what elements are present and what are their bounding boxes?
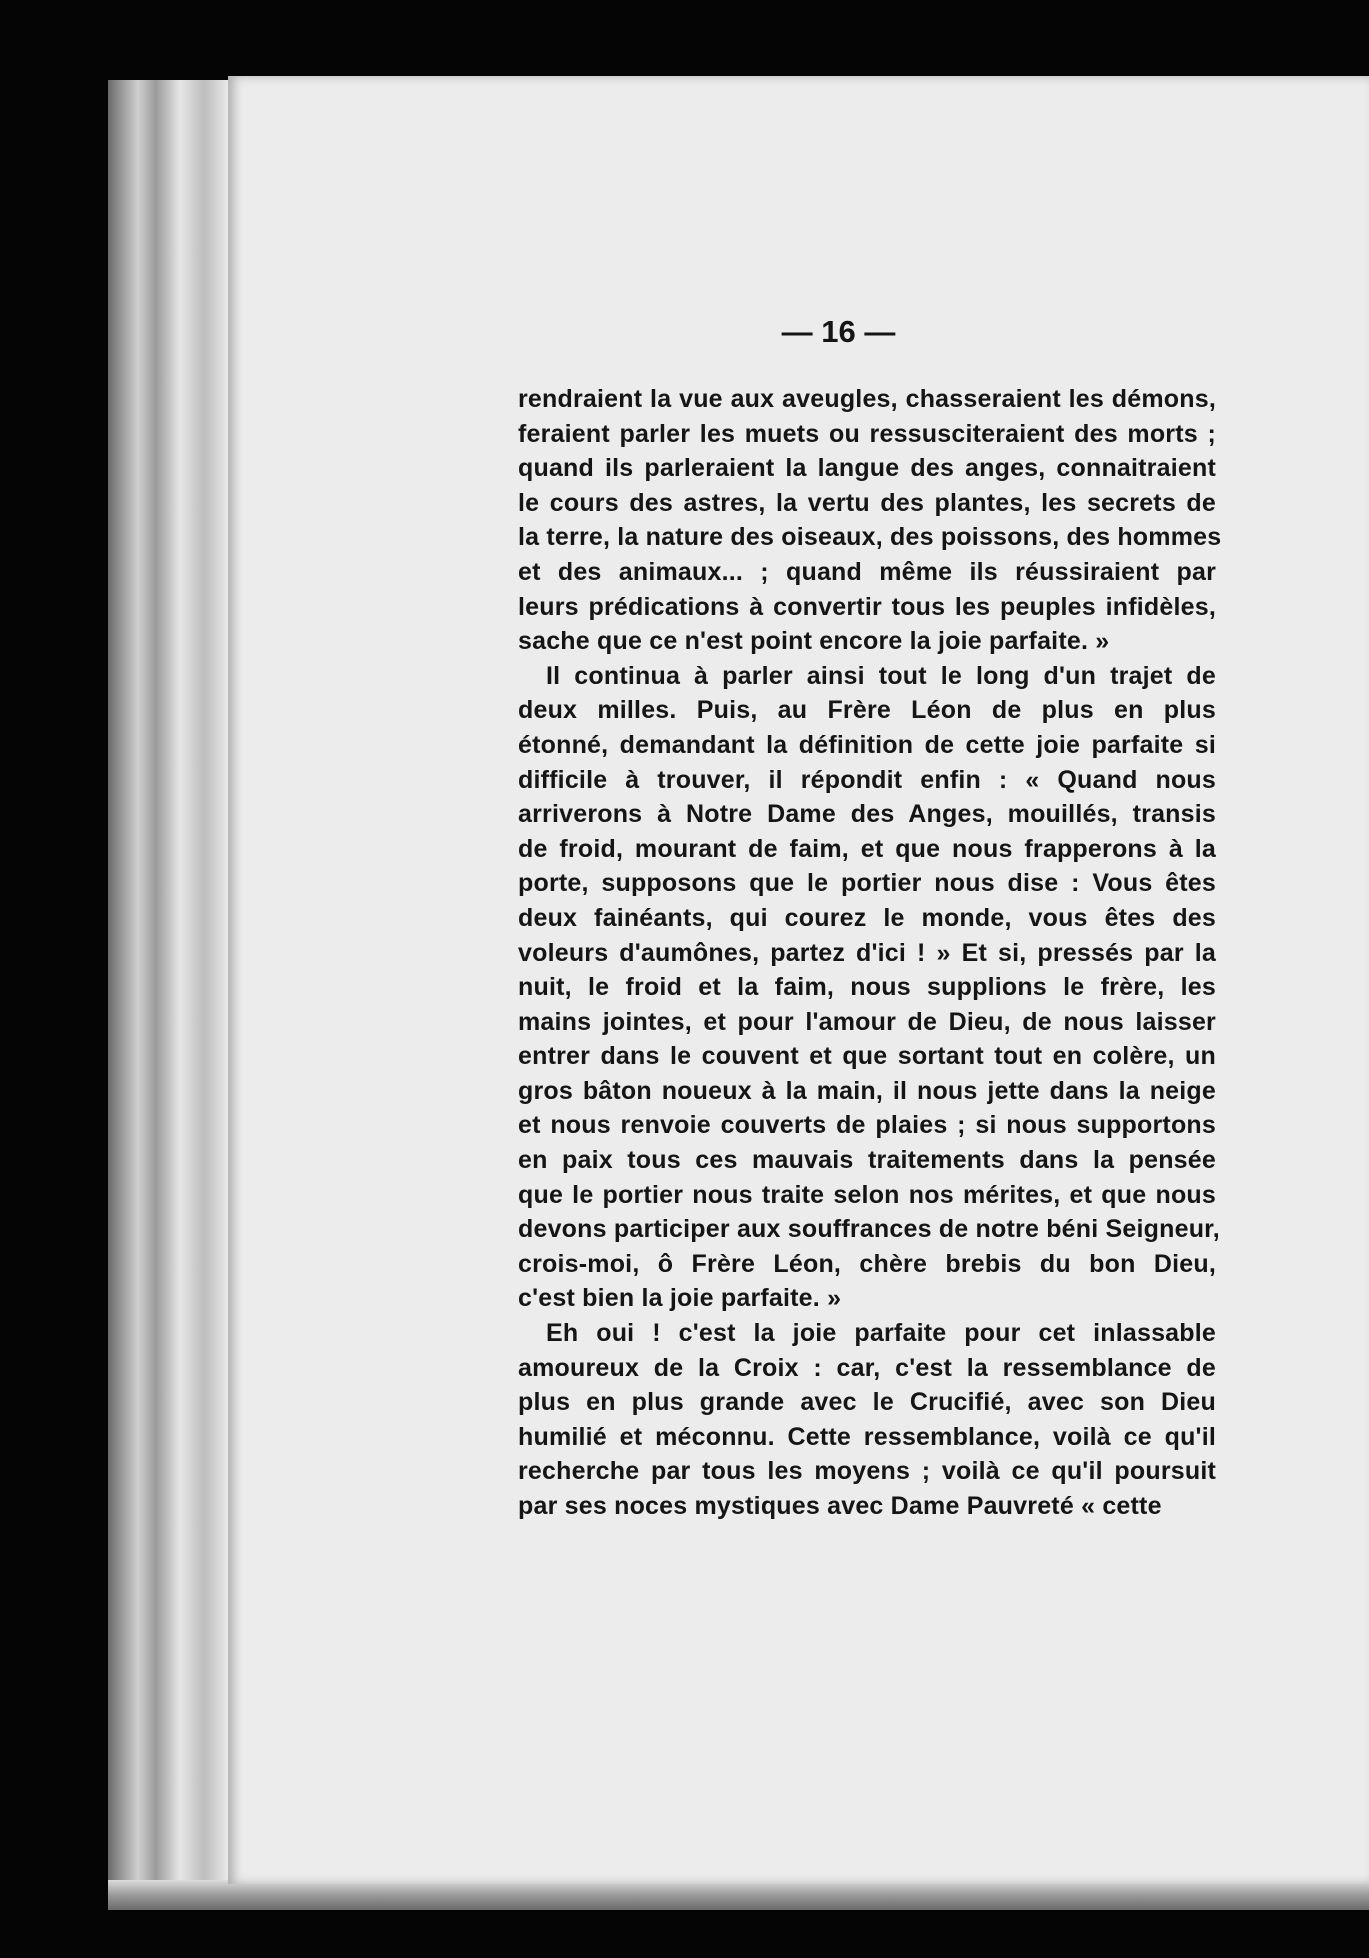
page-stack-edge-left — [108, 80, 228, 1910]
text-line: le cours des astres, la vertu des plantes, les secrets de — [518, 488, 1216, 517]
text-line: feraient parler les muets ou ressusciteraient des morts ; — [518, 419, 1216, 448]
page-stack-edge-bottom — [108, 1880, 1369, 1910]
text-line: porte, supposons que le portier nous dise : Vous êtes — [518, 869, 1216, 898]
text-line: devons participer aux souffrances de notre béni Seigneur, — [518, 1215, 1220, 1244]
text-line: rendraient la vue aux aveugles, chasseraient les démons, — [518, 385, 1216, 413]
text-line: en paix tous ces mauvais traitements dans la pensée — [518, 1146, 1216, 1175]
text-line: quand ils parleraient la langue des anges, connaitraient — [518, 454, 1216, 483]
text-line: deux milles. Puis, au Frère Léon de plus en plus — [518, 696, 1216, 725]
text-line: humilié et méconnu. Cette ressemblance, voilà ce qu'il — [518, 1422, 1216, 1451]
text-line: gros bâton noueux à la main, il nous jette dans la neige — [518, 1076, 1216, 1105]
text-line: arriverons à Notre Dame des Anges, mouillés, transis — [518, 800, 1216, 829]
book-page — [228, 76, 1369, 1884]
text-line: crois-moi, ô Frère Léon, chère brebis du bon Dieu, — [518, 1249, 1216, 1278]
text-line: sache que ce n'est point encore la joie parfaite. » — [518, 627, 1110, 656]
body-text — [518, 382, 1222, 1524]
text-line: par ses noces mystiques avec Dame Pauvreté « cette — [518, 1492, 1162, 1520]
text-line: et des animaux... ; quand même ils réussiraient par — [518, 557, 1216, 586]
text-line: amoureux de la Croix : car, c'est la ressemblance de — [518, 1353, 1216, 1382]
text-line: c'est bien la joie parfaite. » — [518, 1284, 842, 1313]
text-line: que le portier nous traite selon nos mérites, et que nous — [518, 1180, 1216, 1209]
text-line: Eh oui ! c'est la joie parfaite pour cet inlassable — [546, 1319, 1216, 1348]
text-line: recherche par tous les moyens ; voilà ce qu'il poursuit — [518, 1457, 1216, 1486]
text-line: voleurs d'aumônes, partez d'ici ! » Et si, pressés par la — [518, 938, 1216, 967]
text-line: difficile à trouver, il répondit enfin : « Quand nous — [518, 765, 1216, 794]
page-number: — 16 — — [781, 314, 896, 349]
text-line: entrer dans le couvent et que sortant tout en colère, un — [518, 1042, 1216, 1071]
text-line: Il continua à parler ainsi tout le long d'un trajet de — [546, 661, 1216, 690]
text-line: nuit, le froid et la faim, nous supplions le frère, les — [518, 973, 1216, 1002]
text-line: plus en plus grande avec le Crucifié, avec son Dieu — [518, 1388, 1216, 1417]
text-line: étonné, demandant la définition de cette joie parfaite si — [518, 730, 1216, 759]
text-line: leurs prédications à convertir tous les peuples infidèles, — [518, 592, 1216, 621]
text-line: la terre, la nature des oiseaux, des poissons, des hommes — [518, 523, 1222, 552]
text-line: deux fainéants, qui courez le monde, vous êtes des — [518, 903, 1216, 932]
text-line: mains jointes, et pour l'amour de Dieu, de nous laisser — [518, 1007, 1216, 1036]
text-line: et nous renvoie couverts de plaies ; si nous supportons — [518, 1111, 1216, 1140]
text-line: de froid, mourant de faim, et que nous frapperons à la — [518, 834, 1216, 863]
